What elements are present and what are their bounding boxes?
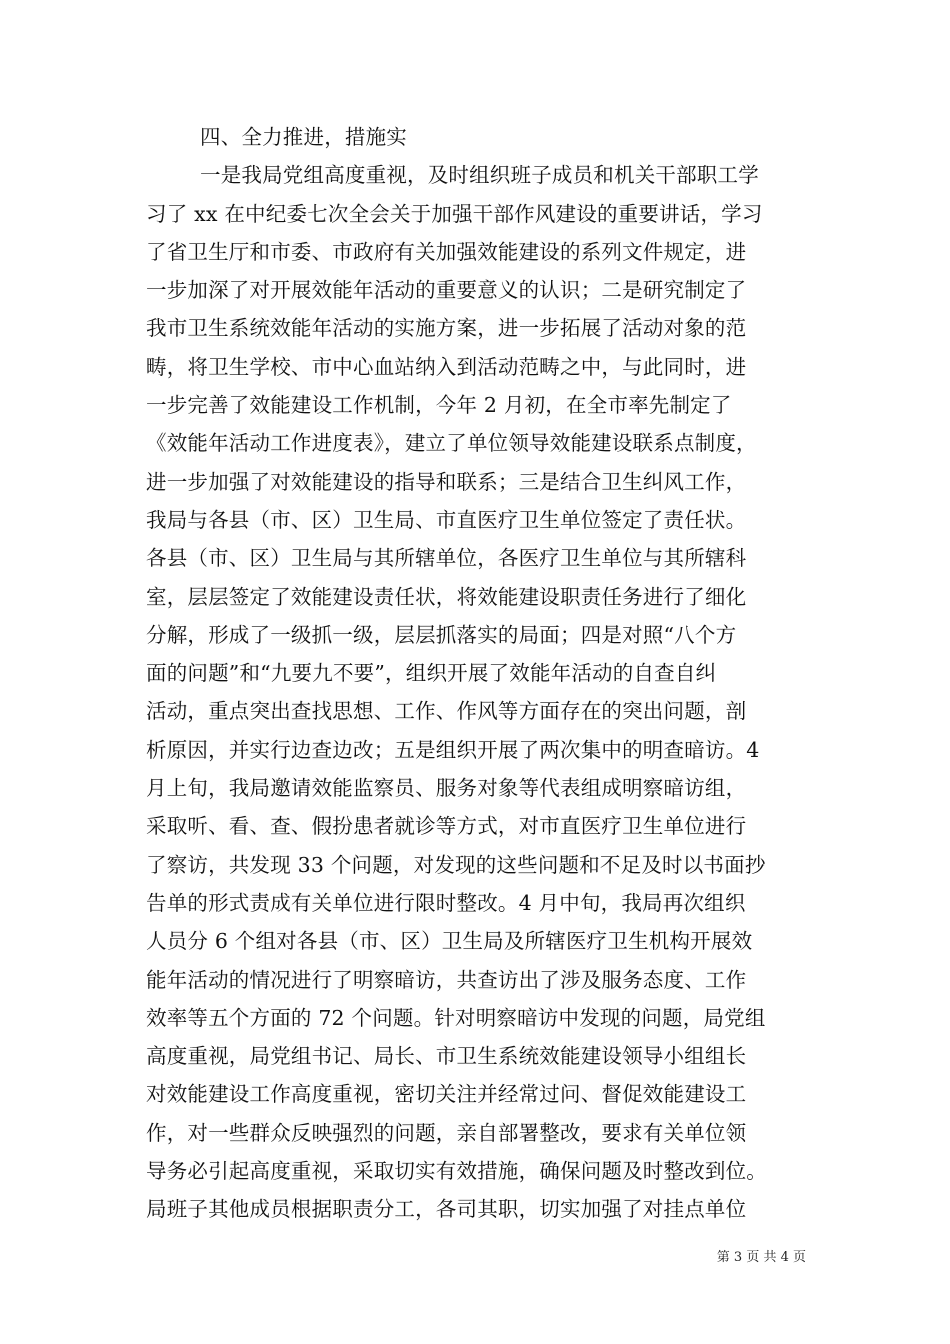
document-body	[146, 118, 806, 1229]
paragraph-line: 导务必引起高度重视，采取切实有效措施，确保问题及时整改到位。	[146, 1159, 767, 1184]
paragraph-line: 室，层层签定了效能建设责任状，将效能建设职责任务进行了细化	[146, 584, 747, 609]
paragraph-line: 作，对一些群众反映强烈的问题，亲自部署整改，要求有关单位领	[146, 1120, 747, 1145]
section-heading: 四、全力推进，措施实	[200, 125, 407, 149]
paragraph-line: 了省卫生厅和市委、市政府有关加强效能建设的系列文件规定，进	[146, 239, 747, 264]
paragraph-line: 分解，形成了一级抓一级，层层抓落实的局面；四是对照“八个方	[146, 622, 737, 647]
paragraph-line: 一步完善了效能建设工作机制，今年 2 月初，在全市率先制定了	[146, 393, 732, 418]
paragraph-line: 习了 xx 在中纪委七次全会关于加强干部作风建设的重要讲话，学习	[146, 201, 763, 226]
paragraph-line: 高度重视，局党组书记、局长、市卫生系统效能建设领导小组组长	[146, 1044, 747, 1069]
paragraph-line: 月上旬，我局邀请效能监察员、服务对象等代表组成明察暗访组，	[146, 776, 747, 801]
paragraph-line: 活动，重点突出查找思想、工作、作风等方面存在的突出问题，剖	[146, 699, 747, 724]
paragraph-line: 一步加深了对开展效能年活动的重要意义的认识；二是研究制定了	[146, 278, 747, 303]
paragraph-line: 告单的形式责成有关单位进行限时整改。4 月中旬，我局再次组织	[146, 890, 746, 915]
paragraph-line: 我局与各县（市、区）卫生局、市直医疗卫生单位签定了责任状。	[146, 507, 747, 532]
paragraph-line: 人员分 6 个组对各县（市、区）卫生局及所辖医疗卫生机构开展效	[146, 929, 753, 954]
page-number-footer: 第 3 页 共 4 页	[716, 1250, 806, 1265]
paragraph-line: 局班子其他成员根据职责分工，各司其职，切实加强了对挂点单位	[146, 1197, 747, 1222]
paragraph-line: 效率等五个方面的 72 个问题。针对明察暗访中发现的问题，局党组	[146, 1005, 766, 1030]
paragraph-line: 析原因，并实行边查边改；五是组织开展了两次集中的明查暗访。4	[146, 737, 760, 762]
paragraph-line: 能年活动的情况进行了明察暗访，共查访出了涉及服务态度、工作	[146, 967, 747, 992]
paragraph-line: 畴，将卫生学校、市中心血站纳入到活动范畴之中，与此同时，进	[146, 354, 747, 379]
paragraph-line: 我市卫生系统效能年活动的实施方案，进一步拓展了活动对象的范	[146, 316, 747, 341]
paragraph-line: 采取听、看、查、假扮患者就诊等方式，对市直医疗卫生单位进行	[146, 814, 747, 839]
paragraph-line: 各县（市、区）卫生局与其所辖单位，各医疗卫生单位与其所辖科	[146, 546, 747, 571]
paragraph-line: 一是我局党组高度重视，及时组织班子成员和机关干部职工学	[200, 163, 759, 188]
paragraph-line: 了察访，共发现 33 个问题，对发现的这些问题和不足及时以书面抄	[146, 852, 766, 877]
paragraph-line: 对效能建设工作高度重视，密切关注并经常过问、督促效能建设工	[146, 1082, 747, 1107]
paragraph-line: 《效能年活动工作进度表》，建立了单位领导效能建设联系点制度，	[146, 431, 757, 456]
paragraph-line: 进一步加强了对效能建设的指导和联系；三是结合卫生纠风工作，	[146, 469, 747, 494]
paragraph-line: 面的问题”和“九要九不要”，组织开展了效能年活动的自查自纠	[146, 661, 717, 686]
